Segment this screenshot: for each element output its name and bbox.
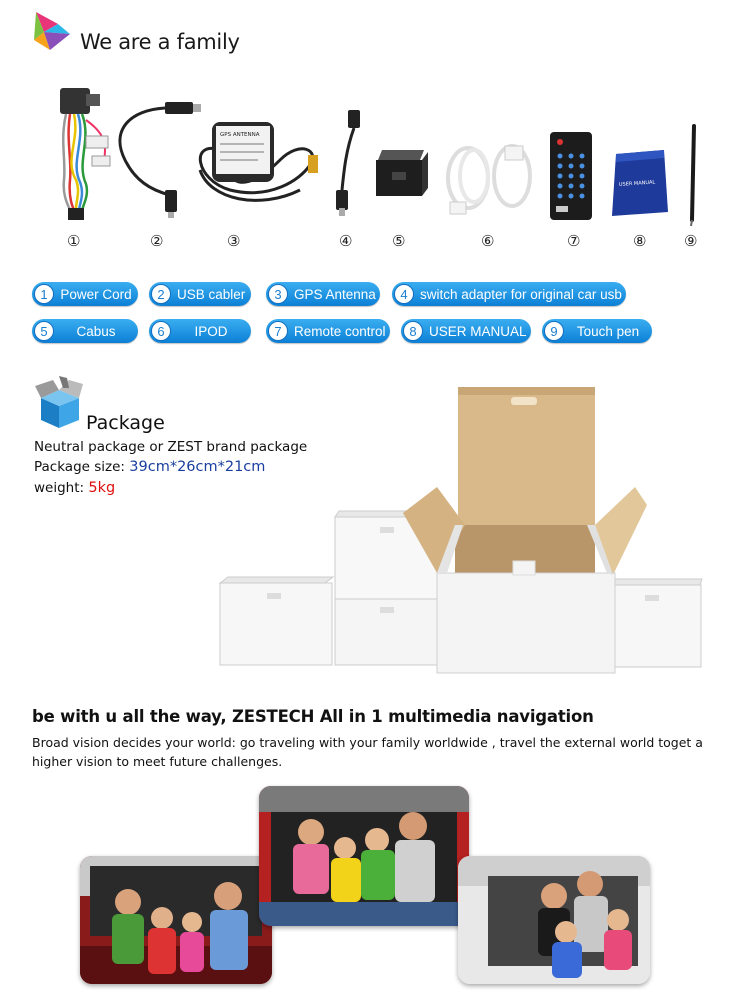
user-manual-image: [612, 150, 668, 216]
pill-number: 6: [151, 321, 171, 341]
cabus-box-image: [376, 150, 428, 196]
package-weight: [34, 480, 115, 496]
pill-number: 8: [403, 321, 423, 341]
pill-number: 3: [268, 284, 288, 304]
pill-label: Touch pen: [576, 323, 640, 339]
pill-cabus: [32, 319, 138, 343]
pill-label: GPS Antenna: [294, 286, 376, 302]
pill-gps-antenna: [266, 282, 380, 306]
item-number-3: ③: [227, 232, 241, 250]
power-cord-image: [60, 88, 110, 220]
family-photo-left: [80, 856, 272, 984]
item-number-8: ⑧: [633, 232, 647, 250]
package-icon: [33, 374, 83, 430]
gps-antenna-image: [200, 122, 318, 200]
package-boxes-image: [215, 385, 715, 680]
remote-control-image: [550, 132, 592, 220]
touch-pen-image: [691, 126, 694, 226]
pill-power-cord: [32, 282, 138, 306]
pill-label: Cabus: [76, 323, 116, 339]
usb-cable-image: [120, 102, 201, 218]
pill-label: switch adapter for original car usb: [420, 286, 622, 302]
item-number-7: ⑦: [567, 232, 581, 250]
pill-label: USER MANUAL: [429, 323, 527, 339]
pill-number: 7: [268, 321, 288, 341]
accessories-illustration: [0, 80, 729, 260]
pill-ipod: [149, 319, 251, 343]
package-size-value: 39cm*26cm*21cm: [129, 459, 266, 475]
package-size-label: Package size:: [34, 459, 130, 475]
package-type: Neutral package or ZEST brand package: [34, 439, 308, 455]
item-number-2: ②: [150, 232, 164, 250]
pill-number: 5: [34, 321, 54, 341]
pill-label: IPOD: [194, 323, 228, 339]
pill-user-manual: [401, 319, 531, 343]
tagline-description: Broad vision decides your world: go traveling with your family worldwide , travel the external world toget a higher vision to meet future challenges.: [32, 735, 703, 769]
item-number-9: ⑨: [684, 232, 698, 250]
pill-label: Remote control: [294, 323, 386, 339]
item-number-1: ①: [67, 232, 81, 250]
pill-number: 2: [151, 284, 171, 304]
gps-antenna-label: GPS ANTENNA: [220, 132, 260, 138]
package-weight-label: weight:: [34, 480, 89, 496]
pill-number: 4: [394, 284, 414, 304]
family-photo-center: [259, 786, 469, 926]
item-number-5: ⑤: [392, 232, 406, 250]
family-photo-right: [458, 856, 650, 984]
item-number-6: ⑥: [481, 232, 495, 250]
pill-number: 1: [34, 284, 54, 304]
pill-remote-control: [266, 319, 390, 343]
switch-adapter-image: [336, 110, 360, 216]
user-manual-cover-text: USER MANUAL: [618, 179, 656, 188]
item-number-4: ④: [339, 232, 353, 250]
page-title: We are a family: [80, 30, 240, 54]
pill-usb-cabler: [149, 282, 251, 306]
ipod-cable-image: [448, 146, 530, 214]
pill-number: 9: [544, 321, 564, 341]
package-title: Package: [86, 412, 165, 434]
pill-label: Power Cord: [60, 286, 132, 302]
pill-touch-pen: [542, 319, 652, 343]
tagline-heading: be with u all the way, ZESTECH All in 1 multimedia navigation: [32, 707, 594, 726]
pill-switch-adapter: [392, 282, 626, 306]
package-weight-value: 5kg: [88, 480, 116, 496]
pill-label: USB cabler: [177, 286, 246, 302]
family-logo-icon: [30, 10, 74, 54]
